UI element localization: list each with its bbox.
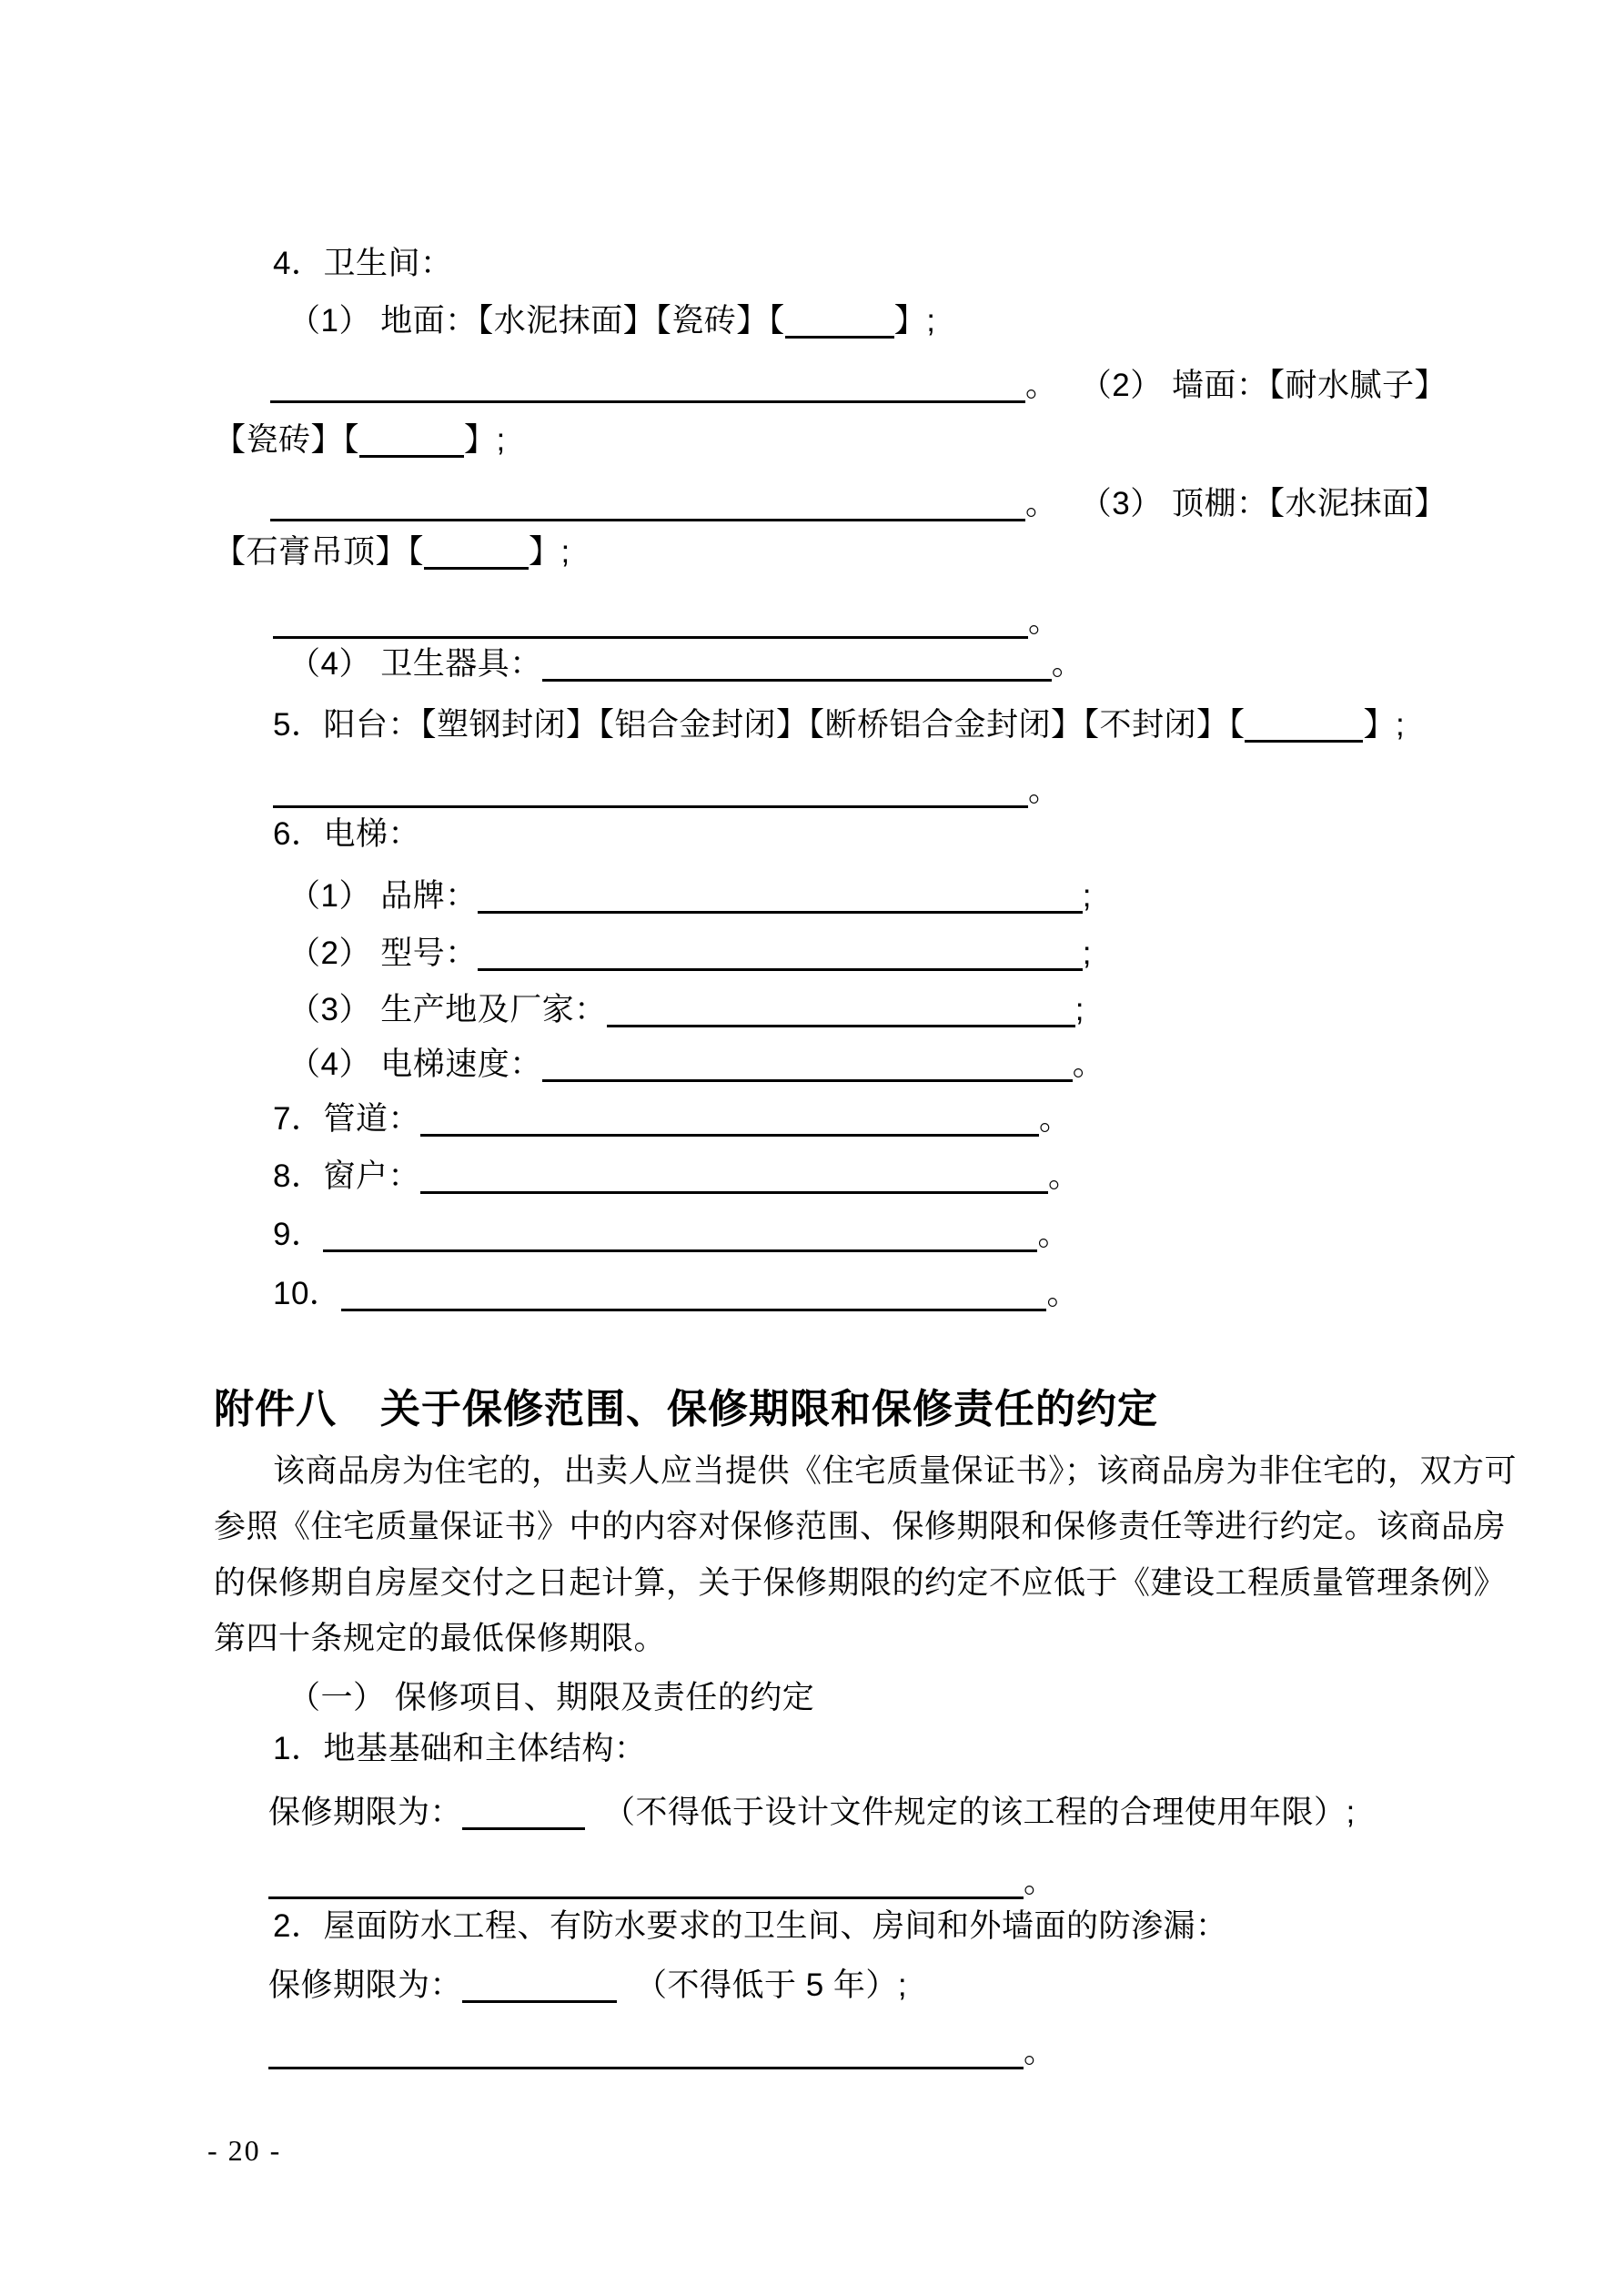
line-wall-continuation [214,412,506,469]
line-foundation-warranty [268,1785,1356,1841]
blank-floor-other [785,336,894,339]
paragraph-line-1 [273,1443,1517,1500]
line-elevator-speed [288,1037,1105,1093]
paragraph-line-3 [214,1555,1506,1612]
appendix8-heading [214,1378,1158,1441]
line-balcony [273,697,1405,754]
paragraph-line-2 [214,1499,1506,1555]
ceiling-label-text: （3） 顶棚：【水泥抹面】 [1079,486,1447,521]
line-bathroom-fixtures [288,636,1084,693]
line-item9 [273,1207,1070,1263]
warranty-label-2: 保修期限为： [268,1967,463,2003]
period-4: 。 [1051,646,1084,682]
line-elevator-model [288,925,1092,982]
blank-elevator-origin [607,1025,1075,1027]
period-10: 。 [1046,1276,1079,1311]
line-blank-6-row [268,2024,1056,2080]
period-1: 。 [1025,368,1058,403]
blank-group-2 [270,486,1058,521]
windows-label-text: 8．窗户： [273,1158,420,1194]
wall-cont-text: 【瓷砖】【 [214,422,360,458]
blank-ceiling-other [424,567,529,570]
line-elevator-brand [288,868,1092,925]
blank-line-6 [268,2067,1024,2069]
period-6: 。 [1072,1047,1105,1082]
semicolon-2: ; [1082,936,1092,971]
elevator-title-text: 6．电梯： [273,816,420,852]
blank-line-2 [270,519,1025,521]
item9-label-text: 9． [273,1217,324,1252]
appendix8-heading-prefix: 附件八 [214,1387,337,1431]
blank-elevator-speed [542,1079,1073,1082]
line-bathroom-floor [288,293,935,349]
period-11: 。 [1024,1864,1056,1899]
blank-foundation-period [462,1827,585,1830]
blank-fixtures [542,679,1052,682]
blank-waterproof-period [462,2000,617,2003]
paragraph-line-4-text: 第四十条规定的最低保修期限。 [214,1621,667,1656]
ceiling-close-text: 】; [529,534,570,570]
period-5: 。 [1028,773,1061,808]
elevator-model-label: （2） 型号： [288,936,478,971]
line-pipes [273,1091,1071,1148]
appendix8-heading-title: 关于保修范围、保修期限和保修责任的约定 [380,1387,1158,1431]
blank-elevator-model [478,968,1083,971]
page-number: - 20 - [207,2134,282,2167]
balcony-label-text: 5．阳台：【塑钢封闭】【铝合金封闭】【断桥铝合金封闭】【不封闭】【 [273,707,1246,743]
blank-pipes [420,1134,1039,1137]
bathroom-title-text: 4．卫生间： [273,246,453,281]
line-item10 [273,1266,1079,1322]
semicolon-3: ; [1074,992,1084,1027]
wall-label-text: （2） 墙面：【耐水腻子】 [1079,368,1447,403]
elevator-origin-label: （3） 生产地及厂家： [288,992,607,1027]
blank-item9 [323,1249,1037,1252]
paragraph-line-4 [214,1611,666,1667]
elevator-brand-label: （1） 品牌： [288,878,478,914]
line-waterproof-title [273,1898,1227,1955]
blank-balcony-other [1245,740,1363,743]
foundation-title-text: 1．地基基础和主体结构： [273,1731,647,1766]
blank-wall-other [359,455,464,458]
warranty-label-1: 保修期限为： [268,1795,463,1830]
period-12: 。 [1024,2034,1056,2069]
paragraph-line-2-text: 参照《住宅质量保证书》中的内容对保修范围、保修期限和保修责任等进行约定。该商品房 [214,1509,1507,1544]
semicolon-1: ; [1082,878,1092,914]
ceiling-cont-text: 【石膏吊顶】【 [214,534,425,570]
foundation-note-text: （不得低于设计文件规定的该工程的合理使用年限）; [603,1795,1356,1830]
waterproof-title-text: 2．屋面防水工程、有防水要求的卫生间、房间和外墙面的防渗漏： [273,1908,1228,1944]
blank-line-1 [270,400,1025,403]
balcony-close-text: 】; [1363,707,1406,743]
line-windows [273,1148,1080,1205]
period-2: 。 [1025,486,1058,521]
line-blank-and-wall-label [214,358,1447,414]
line-ceiling-continuation [214,524,570,581]
fixtures-label-text: （4） 卫生器具： [288,646,542,682]
elevator-speed-label: （4） 电梯速度： [288,1047,542,1082]
paragraph-line-3-text: 的保修期自房屋交付之日起计算，关于保修期限的约定不应低于《建设工程质量管理条例》 [214,1565,1507,1601]
blank-item10 [341,1309,1046,1311]
floor-close-text: 】; [893,303,936,339]
period-7: 。 [1038,1101,1072,1137]
period-8: 。 [1047,1158,1081,1194]
item10-label-text: 10． [273,1276,342,1311]
line-waterproof-warranty [268,1957,907,2014]
wall-close-text: 】; [464,422,506,458]
period-9: 。 [1037,1217,1070,1252]
paragraph-line-1-text: 该商品房为住宅的，出卖人应当提供《住宅质量保证书》；该商品房为非住宅的，双方可 [273,1453,1518,1489]
period-3: 。 [1028,603,1061,639]
waterproof-note-text: （不得低于 5 年）; [635,1967,908,2003]
subsection-heading-text: （一） 保修项目、期限及责任的约定 [288,1680,815,1715]
blank-elevator-brand [478,911,1083,914]
line-bathroom-title [273,236,452,292]
floor-label-text: （1） 地面：【水泥抹面】【瓷砖】【 [288,303,785,339]
line-elevator-title [273,806,420,863]
subsection-heading [288,1670,814,1726]
pipes-label-text: 7．管道： [273,1101,420,1137]
blank-windows [420,1191,1048,1194]
document-body [214,0,1518,2296]
line-foundation-title [273,1721,646,1777]
line-elevator-origin [288,982,1084,1038]
blank-group-1 [270,368,1058,403]
